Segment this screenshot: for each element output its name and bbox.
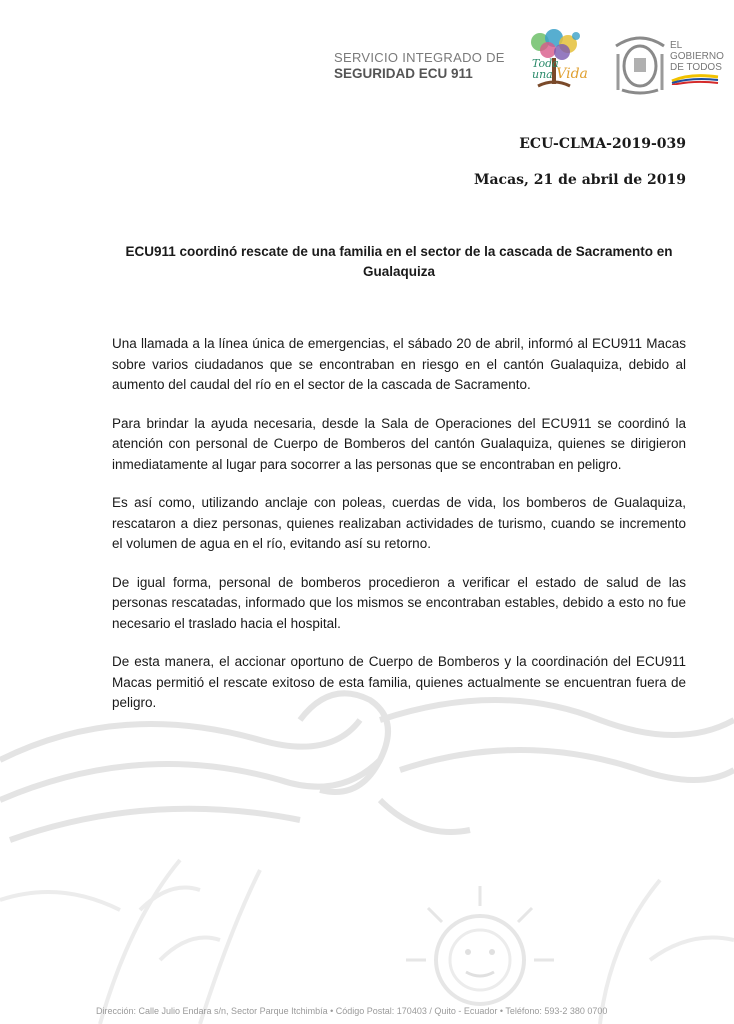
document-date: Macas, 21 de abril de 2019 <box>473 172 686 188</box>
letterhead <box>330 28 730 108</box>
footer-address: Dirección: Calle Julio Endara s/n, Sector Parque Itchimbía • Código Postal: 170403 / Quito - Ecuador • Teléfono: 593-2 380 0700 <box>96 1006 608 1016</box>
tree-logo-icon <box>518 28 588 98</box>
ecu911-logo <box>334 50 514 82</box>
government-name <box>670 40 724 88</box>
logo-word-toda: Toda <box>532 57 559 70</box>
gov-line2: GOBIERNO <box>670 51 724 62</box>
government-logo <box>612 32 730 102</box>
document-code: ECU-CLMA-2019-039 <box>519 136 686 152</box>
gov-line1: EL <box>670 40 683 51</box>
gov-line3: DE TODOS <box>670 62 722 73</box>
service-name-line1: SERVICIO INTEGRADO DE <box>334 50 505 65</box>
body-paragraph: De igual forma, personal de bomberos procedieron a verificar el estado de salud de las personas rescatadas, informado que los mismos se encontraban estables, debido a esto no fue necesario el traslado hacia el hospital. <box>112 574 686 631</box>
logo-word-una: una <box>532 68 553 81</box>
tricolor-swoosh-icon <box>670 73 720 85</box>
document-body <box>112 334 686 732</box>
condor-watermark-icon <box>0 680 734 1024</box>
tree-logo-text <box>532 58 588 80</box>
body-paragraph: Una llamada a la línea única de emergencias, el sábado 20 de abril, informó al ECU911 Macas sobre varios ciudadanos que se encontraban en riesgo en el cantón Gualaquiza, debido al aumento del caudal del río en el sector de la cascada de Sacramento. <box>112 336 686 392</box>
body-paragraph: Para brindar la ayuda necesaria, desde la Sala de Operaciones del ECU911 se coordinó la atención con personal de Cuerpo de Bomberos del cantón Gualaquiza, quienes se dirigieron inmediatamente al lugar para socorrer a las personas que se encontraban en peligro. <box>112 415 686 472</box>
body-paragraph: De esta manera, el accionar oportuno de Cuerpo de Bomberos y la coordinación del ECU911 Macas permitió el rescate exitoso de esta familia, quienes actualmente se encuentran fuera de peligro. <box>112 654 686 710</box>
body-paragraph: Es así como, utilizando anclaje con poleas, cuerdas de vida, los bomberos de Gualaquiza, rescataron a diez personas, quienes realizaban actividades de turismo, cuando se incremento el volumen de agua en el río, evitando así su retorno. <box>112 495 686 551</box>
logo-word-vida: Vida <box>556 66 588 82</box>
document-title: ECU911 coordinó rescate de una familia en el sector de la cascada de Sacramento en Gualaquiza <box>125 244 673 279</box>
coat-of-arms-icon <box>612 32 668 96</box>
service-name-line2: SEGURIDAD ECU 911 <box>334 66 473 81</box>
